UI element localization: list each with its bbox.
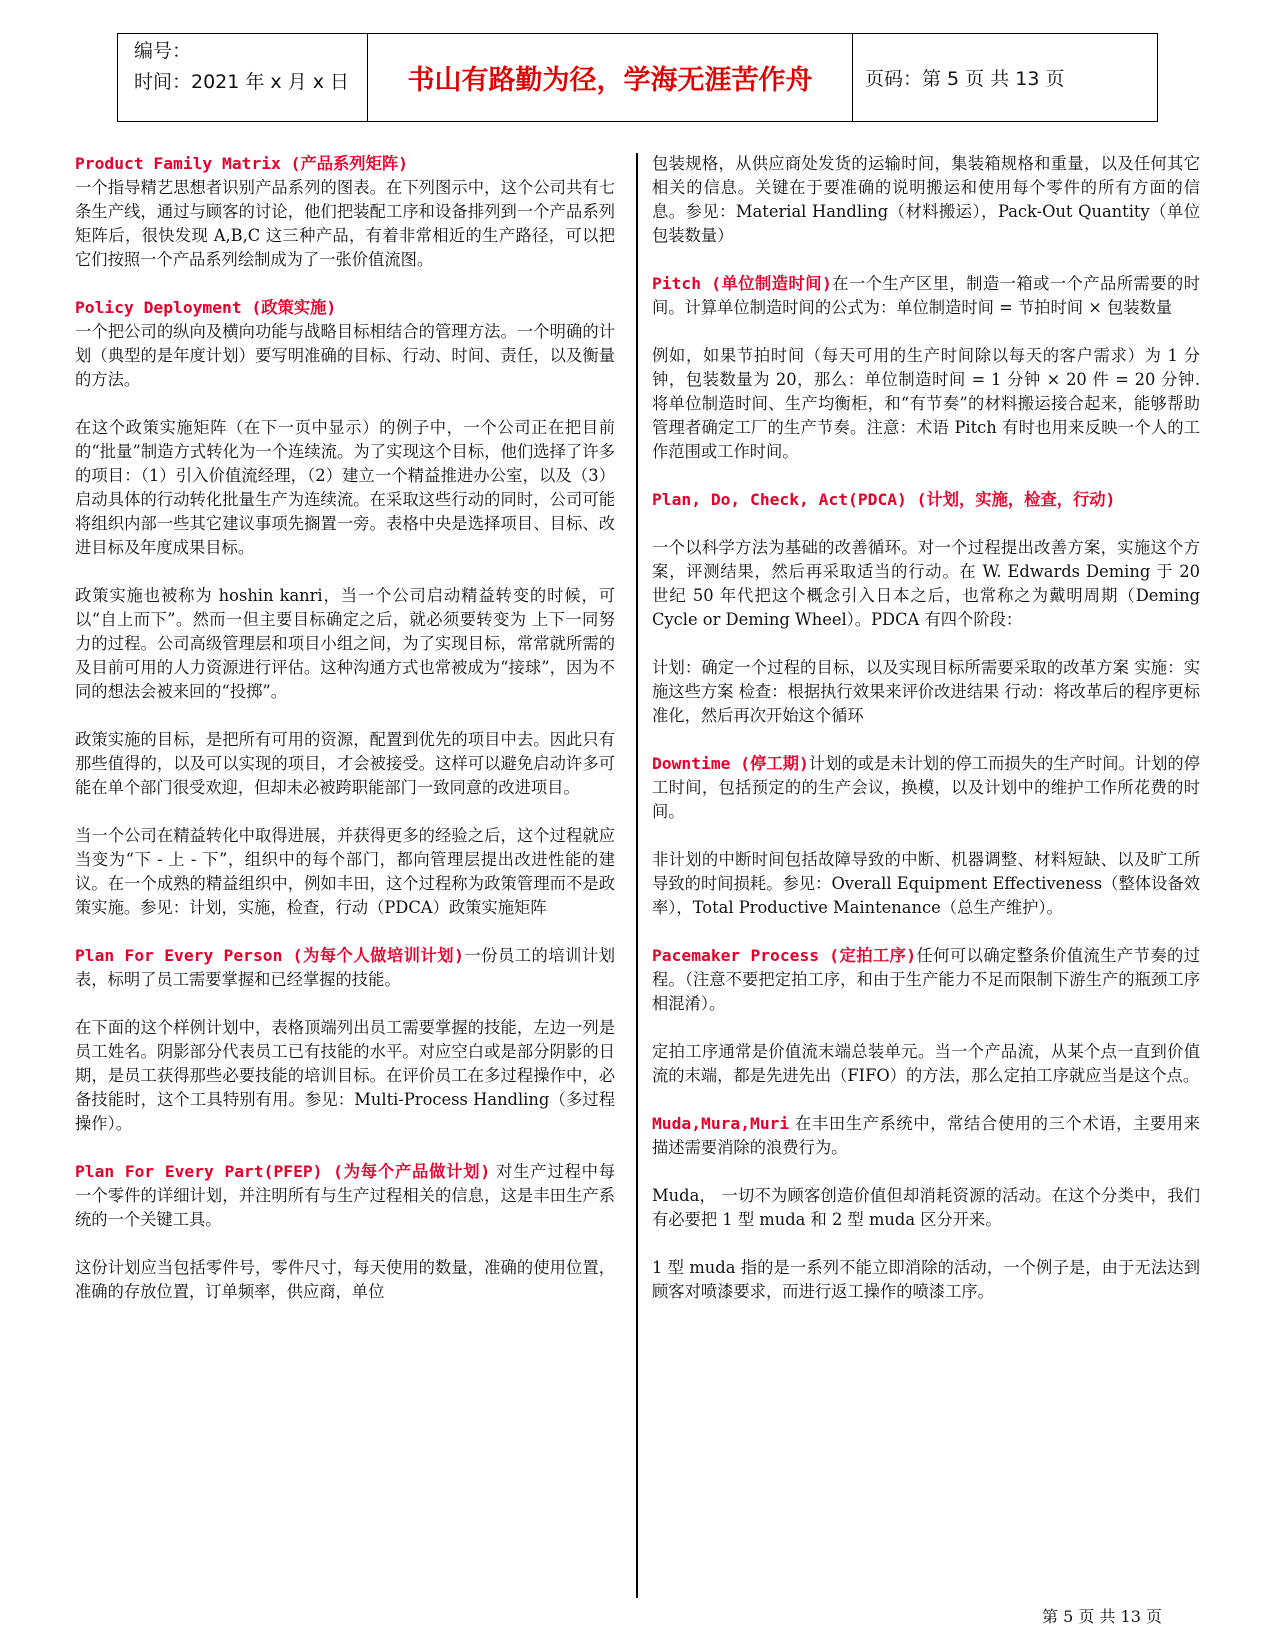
entry-body: 计划的或是未计划的停工而损失的生产时间。计划的停工时间，包括预定的的生产会议，换模，以及计划中的维护工作所花费的时间。 <box>652 754 1200 821</box>
right-column <box>652 152 1200 1328</box>
paragraph: 1 型 muda 指的是一系列不能立即消除的活动，一个例子是，由于无法达到顾客对喷漆要求，而进行返工操作的喷漆工序。 <box>652 1258 1200 1301</box>
term-title: Product Family Matrix (产品系列矩阵) <box>75 154 408 173</box>
entry-body: 一个把公司的纵向及横向功能与战略目标相结合的管理方法。一个明确的计划（典型的是年度计划）要写明准确的目标、行动、时间、责任，以及衡量的方法。 <box>75 322 615 389</box>
paragraph: 例如，如果节拍时间（每天可用的生产时间除以每天的客户需求）为 1 分钟，包装数量为 20，那么：单位制造时间 = 1 分钟 × 20 件 = 20 分钟. 将单位制造时间、生产均衡柜，和“有节奏”的材料搬运接合起来，能够帮助管理者确定工厂的生产节奏。注意：术语 Pitch 有时也用来反映一个人的工作范围或工作时间。 <box>652 346 1200 461</box>
left-column <box>75 152 615 1328</box>
paragraph: 在下面的这个样例计划中，表格顶端列出员工需要掌握的技能，左边一列是员工姓名。阴影部分代表员工已有技能的水平。对应空白或是部分阴影的日期，是员工获得那些必要技能的培训目标。在评价员工在多过程操作中，必备技能时，这个工具特别有用。参见：Multi-Process Handling（多过程操作）。 <box>75 1018 615 1133</box>
column-divider <box>636 153 638 1598</box>
entry-downtime <box>652 752 1200 824</box>
term-title: Downtime (停工期) <box>652 754 809 773</box>
term-title: Policy Deployment (政策实施) <box>75 298 337 317</box>
term-title: Muda,Mura,Muri <box>652 1114 790 1133</box>
term-title: Plan For Every Person (为每个人做培训计划) <box>75 946 464 965</box>
header-page-label: 页码：第 5 页 共 13 页 <box>865 68 1065 90</box>
paragraph: 包装规格，从供应商处发货的运输时间，集装箱规格和重量，以及任何其它相关的信息。关键在于要准确的说明搬运和使用每个零件的所有方面的信息。参见：Material Handling（材料搬运），Pack-Out Quantity（单位包装数量） <box>652 154 1200 245</box>
entry-body: 在一个生产区里，制造一箱或一个产品所需要的时间。计算单位制造时间的公式为：单位制造时间 = 节拍时间 × 包装数量 <box>652 274 1200 317</box>
paragraph: 在这个政策实施矩阵（在下一页中显示）的例子中，一个公司正在把目前的“批量”制造方式转化为一个连续流。为了实现这个目标，他们选择了许多的项目：（1）引入价值流经理，（2）建立一个精益推进办公室，以及（3）启动具体的行动转化批量生产为连续流。在采取这些行动的同时，公司可能将组织内部一些其它建议事项先搁置一旁。表格中央是选择项目、目标、改进目标及年度成果目标。 <box>75 418 615 557</box>
paragraph: 一个以科学方法为基础的改善循环。对一个过程提出改善方案，实施这个方案，评测结果，然后再采取适当的行动。在 W. Edwards Deming 于 20 世纪 50 年代把这个概念引入日本之后，也常称之为戴明周期（Deming Cycle or Deming Wheel）。PDCA 有四个阶段： <box>652 538 1200 629</box>
entry-body: 在丰田生产系统中，常结合使用的三个术语，主要用来描述需要消除的浪费行为。 <box>652 1114 1200 1157</box>
paragraph: 这份计划应当包括零件号，零件尺寸，每天使用的数量，准确的使用位置，准确的存放位置，订单频率，供应商，单位 <box>75 1258 615 1301</box>
entry-plan-for-every-person <box>75 944 615 992</box>
header-table <box>117 33 1158 122</box>
term-title: Pacemaker Process (定拍工序) <box>652 946 917 965</box>
entry-product-family-matrix <box>75 152 615 272</box>
entry-policy-deployment <box>75 296 615 392</box>
entry-body: 一份员工的培训计划表，标明了员工需要掌握和已经掌握的技能。 <box>75 946 615 989</box>
document-number-label: 编号： <box>134 40 192 62</box>
term-title: Plan For Every Part(PFEP) (为每个产品做计划) <box>75 1162 491 1181</box>
paragraph: 政策实施的目标，是把所有可用的资源，配置到优先的项目中去。因此只有那些值得的，以及可以实现的项目，才会被接受。这样可以避免启动许多可能在单个部门很受欢迎，但却未必被跨职能部门一致同意的改进项目。 <box>75 730 615 797</box>
paragraph: 非计划的中断时间包括故障导致的中断、机器调整、材料短缺、以及旷工所导致的时间损耗。参见：Overall Equipment Effectiveness（整体设备效率），Total Productive Maintenance（总生产维护）。 <box>652 850 1200 917</box>
entry-body: 对生产过程中每一个零件的详细计划，并注明所有与生产过程相关的信息，这是丰田生产系统的一个关键工具。 <box>75 1162 615 1229</box>
term-title: Pitch (单位制造时间) <box>652 274 832 293</box>
entry-plan-for-every-part <box>75 1160 615 1232</box>
footer-page-number: 第 5 页 共 13 页 <box>1042 1607 1162 1626</box>
paragraph: 当一个公司在精益转化中取得进展，并获得更多的经验之后，这个过程就应当变为“下 - 上 - 下”，组织中的每个部门，都向管理层提出改进性能的建议。在一个成熟的精益组织中，例如丰田，这个过程称为政策管理而不是政策实施。参见：计划，实施，检查，行动（PDCA）政策实施矩阵 <box>75 826 615 917</box>
paragraph: 计划：确定一个过程的目标，以及实现目标所需要采取的改革方案 实施：实施这些方案 检查：根据执行效果来评价改进结果 行动：将改革后的程序更标准化，然后再次开始这个循环 <box>652 658 1200 725</box>
term-title: Plan, Do, Check, Act(PDCA) (计划，实施，检查，行动) <box>652 490 1116 509</box>
entry-body: 任何可以确定整条价值流生产节奏的过程。（注意不要把定拍工序，和由于生产能力不足而限制下游生产的瓶颈工序相混淆）。 <box>652 946 1200 1013</box>
header-motto: 书山有路勤为径，学海无涯苦作舟 <box>368 34 853 121</box>
entry-muda-mura-muri <box>652 1112 1200 1160</box>
paragraph: 政策实施也被称为 hoshin kanri，当一个公司启动精益转变的时候，可以“自上而下”。然而一但主要目标确定之后，就必须要转变为 上下一同努力的过程。公司高级管理层和项目小组之间，为了实现目标，常常就所需的及目前可用的人力资源进行评估。这种沟通方式也常被成为“接球”，因为不同的想法会被来回的“投掷”。 <box>75 586 615 701</box>
entry-body: 一个指导精艺思想者识别产品系列的图表。在下列图示中，这个公司共有七条生产线，通过与顾客的讨论，他们把装配工序和设备排列到一个产品系列矩阵后，很快发现 A,B,C 这三种产品，有着非常相近的生产路径，可以把它们按照一个产品系列绘制成为了一张价值流图。 <box>75 178 615 269</box>
header-info-cell <box>118 34 368 121</box>
paragraph: 定拍工序通常是价值流末端总装单元。当一个产品流，从某个点一直到价值流的末端，都是先进先出（FIFO）的方法，那么定拍工序就应当是这个点。 <box>652 1042 1200 1085</box>
entry-pdca <box>652 488 1200 512</box>
entry-pitch <box>652 272 1200 320</box>
paragraph: Muda， 一切不为顾客创造价值但却消耗资源的活动。在这个分类中，我们有必要把 1 型 muda 和 2 型 muda 区分开来。 <box>652 1186 1200 1229</box>
entry-pacemaker-process <box>652 944 1200 1016</box>
document-time-label: 时间：2021 年 x 月 x 日 <box>134 71 350 93</box>
